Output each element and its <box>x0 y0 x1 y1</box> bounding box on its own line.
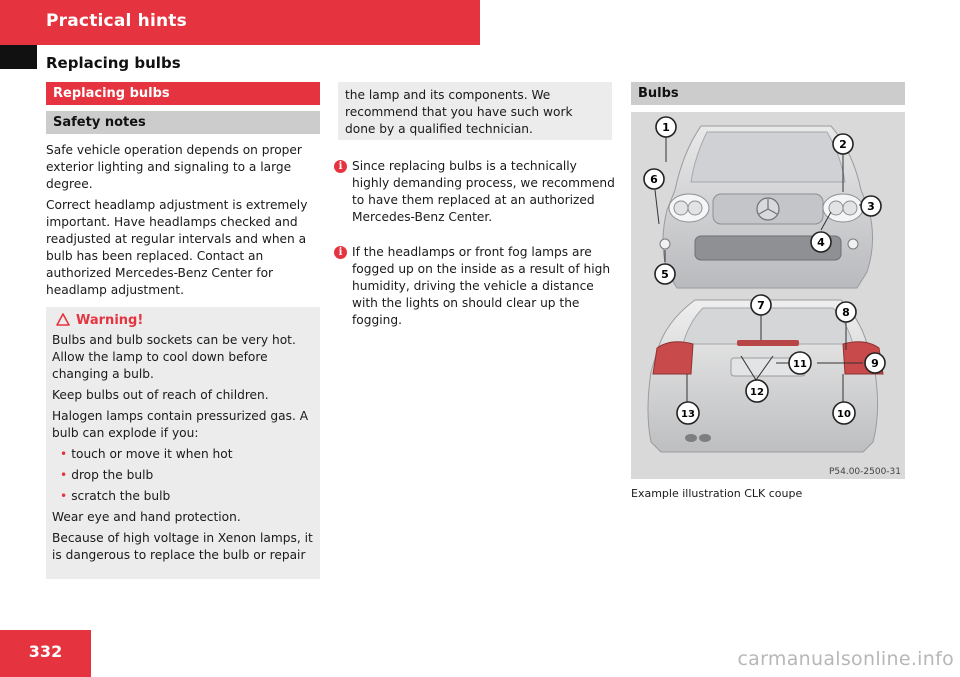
callout-1 <box>656 117 676 137</box>
svg-text:1: 1 <box>662 121 670 134</box>
svg-text:6: 6 <box>650 173 658 186</box>
svg-text:7: 7 <box>757 299 765 312</box>
callout-11 <box>789 352 811 374</box>
hint-text: Since replacing bulbs is a technically highly demanding process, we recommend to have them replaced at an authorized Mercedes-Benz Center. <box>352 159 615 224</box>
callout-2 <box>833 134 853 154</box>
info-icon: i <box>334 246 347 259</box>
watermark: carmanualsonline.info <box>737 648 954 670</box>
svg-text:12: 12 <box>750 387 764 398</box>
illustration-caption: Example illustration CLK coupe <box>631 487 803 500</box>
bulb-location-illustration <box>631 112 905 479</box>
paragraph: Correct headlamp adjustment is extremely important. Have headlamps checked and readjusted at regular intervals and when a bulb has been replaced. Contact an authorized Mercedes-Benz Center for headlamp adjustment. <box>46 198 308 297</box>
warning-bullet: • touch or move it when hot <box>60 447 233 461</box>
svg-text:5: 5 <box>661 268 669 281</box>
svg-text:2: 2 <box>839 138 847 151</box>
car-illustration <box>631 112 905 479</box>
warning-box <box>46 307 320 579</box>
warning-paragraph: Keep bulbs out of reach of children. <box>52 388 269 402</box>
hint-text: If the headlamps or front fog lamps are fogged up on the inside as a result of high humidity, driving the vehicle a distance with the lights on should clear up the fogging. <box>352 245 611 327</box>
safety-text <box>46 142 314 303</box>
hint-2 <box>334 244 616 329</box>
svg-text:10: 10 <box>837 409 851 420</box>
warning-paragraph: Because of high voltage in Xenon lamps, it is dangerous to replace the bulb or repair <box>52 531 313 562</box>
svg-text:3: 3 <box>867 200 875 213</box>
paragraph: Safe vehicle operation depends on proper exterior lighting and signaling to a large degree. <box>46 143 302 191</box>
hint-1 <box>334 158 616 226</box>
warning-paragraph: Bulbs and bulb sockets can be very hot. Allow the lamp to cool down before changing a bulb. <box>52 333 296 381</box>
header-title: Practical hints <box>46 11 187 31</box>
bullet-dot-icon: • <box>60 468 68 482</box>
svg-text:9: 9 <box>871 357 879 370</box>
page-number-box <box>0 630 91 677</box>
warning-heading <box>52 311 314 331</box>
callout-9 <box>865 353 885 373</box>
bullet-dot-icon: • <box>60 489 68 503</box>
car-rear-view <box>648 300 883 452</box>
section-marker <box>0 45 37 69</box>
callout-5 <box>655 264 675 284</box>
svg-text:13: 13 <box>681 409 695 420</box>
callout-13 <box>677 402 699 424</box>
svg-text:8: 8 <box>842 306 850 319</box>
callout-4 <box>811 232 831 252</box>
warning-bullet: • scratch the bulb <box>60 489 171 503</box>
callout-3 <box>861 196 881 216</box>
callout-10 <box>833 402 855 424</box>
warning-paragraph: Wear eye and hand protection. <box>52 510 241 524</box>
callout-7 <box>751 295 771 315</box>
heading-safety-notes: Safety notes <box>46 111 320 134</box>
callout-6 <box>644 169 664 189</box>
callout-8 <box>836 302 856 322</box>
bullet-dot-icon: • <box>60 447 68 461</box>
warning-triangle-icon <box>56 313 70 326</box>
heading-bulbs: Bulbs <box>631 82 905 105</box>
svg-text:11: 11 <box>793 359 807 370</box>
section-title: Replacing bulbs <box>46 54 181 72</box>
photo-code: P54.00-2500-31 <box>828 467 901 477</box>
heading-replacing-bulbs: Replacing bulbs <box>46 82 320 105</box>
warning-paragraph: Halogen lamps contain pressurized gas. A bulb can explode if you: <box>52 409 309 440</box>
warning-bullet: • drop the bulb <box>60 468 154 482</box>
page-number: 332 <box>28 642 63 661</box>
svg-text:4: 4 <box>817 236 825 249</box>
warning-continuation: the lamp and its components. We recommend that you have such work done by a qualified technician. <box>338 82 612 140</box>
info-icon: i <box>334 160 347 173</box>
warning-title: Warning! <box>76 313 144 328</box>
callout-12 <box>746 380 768 402</box>
